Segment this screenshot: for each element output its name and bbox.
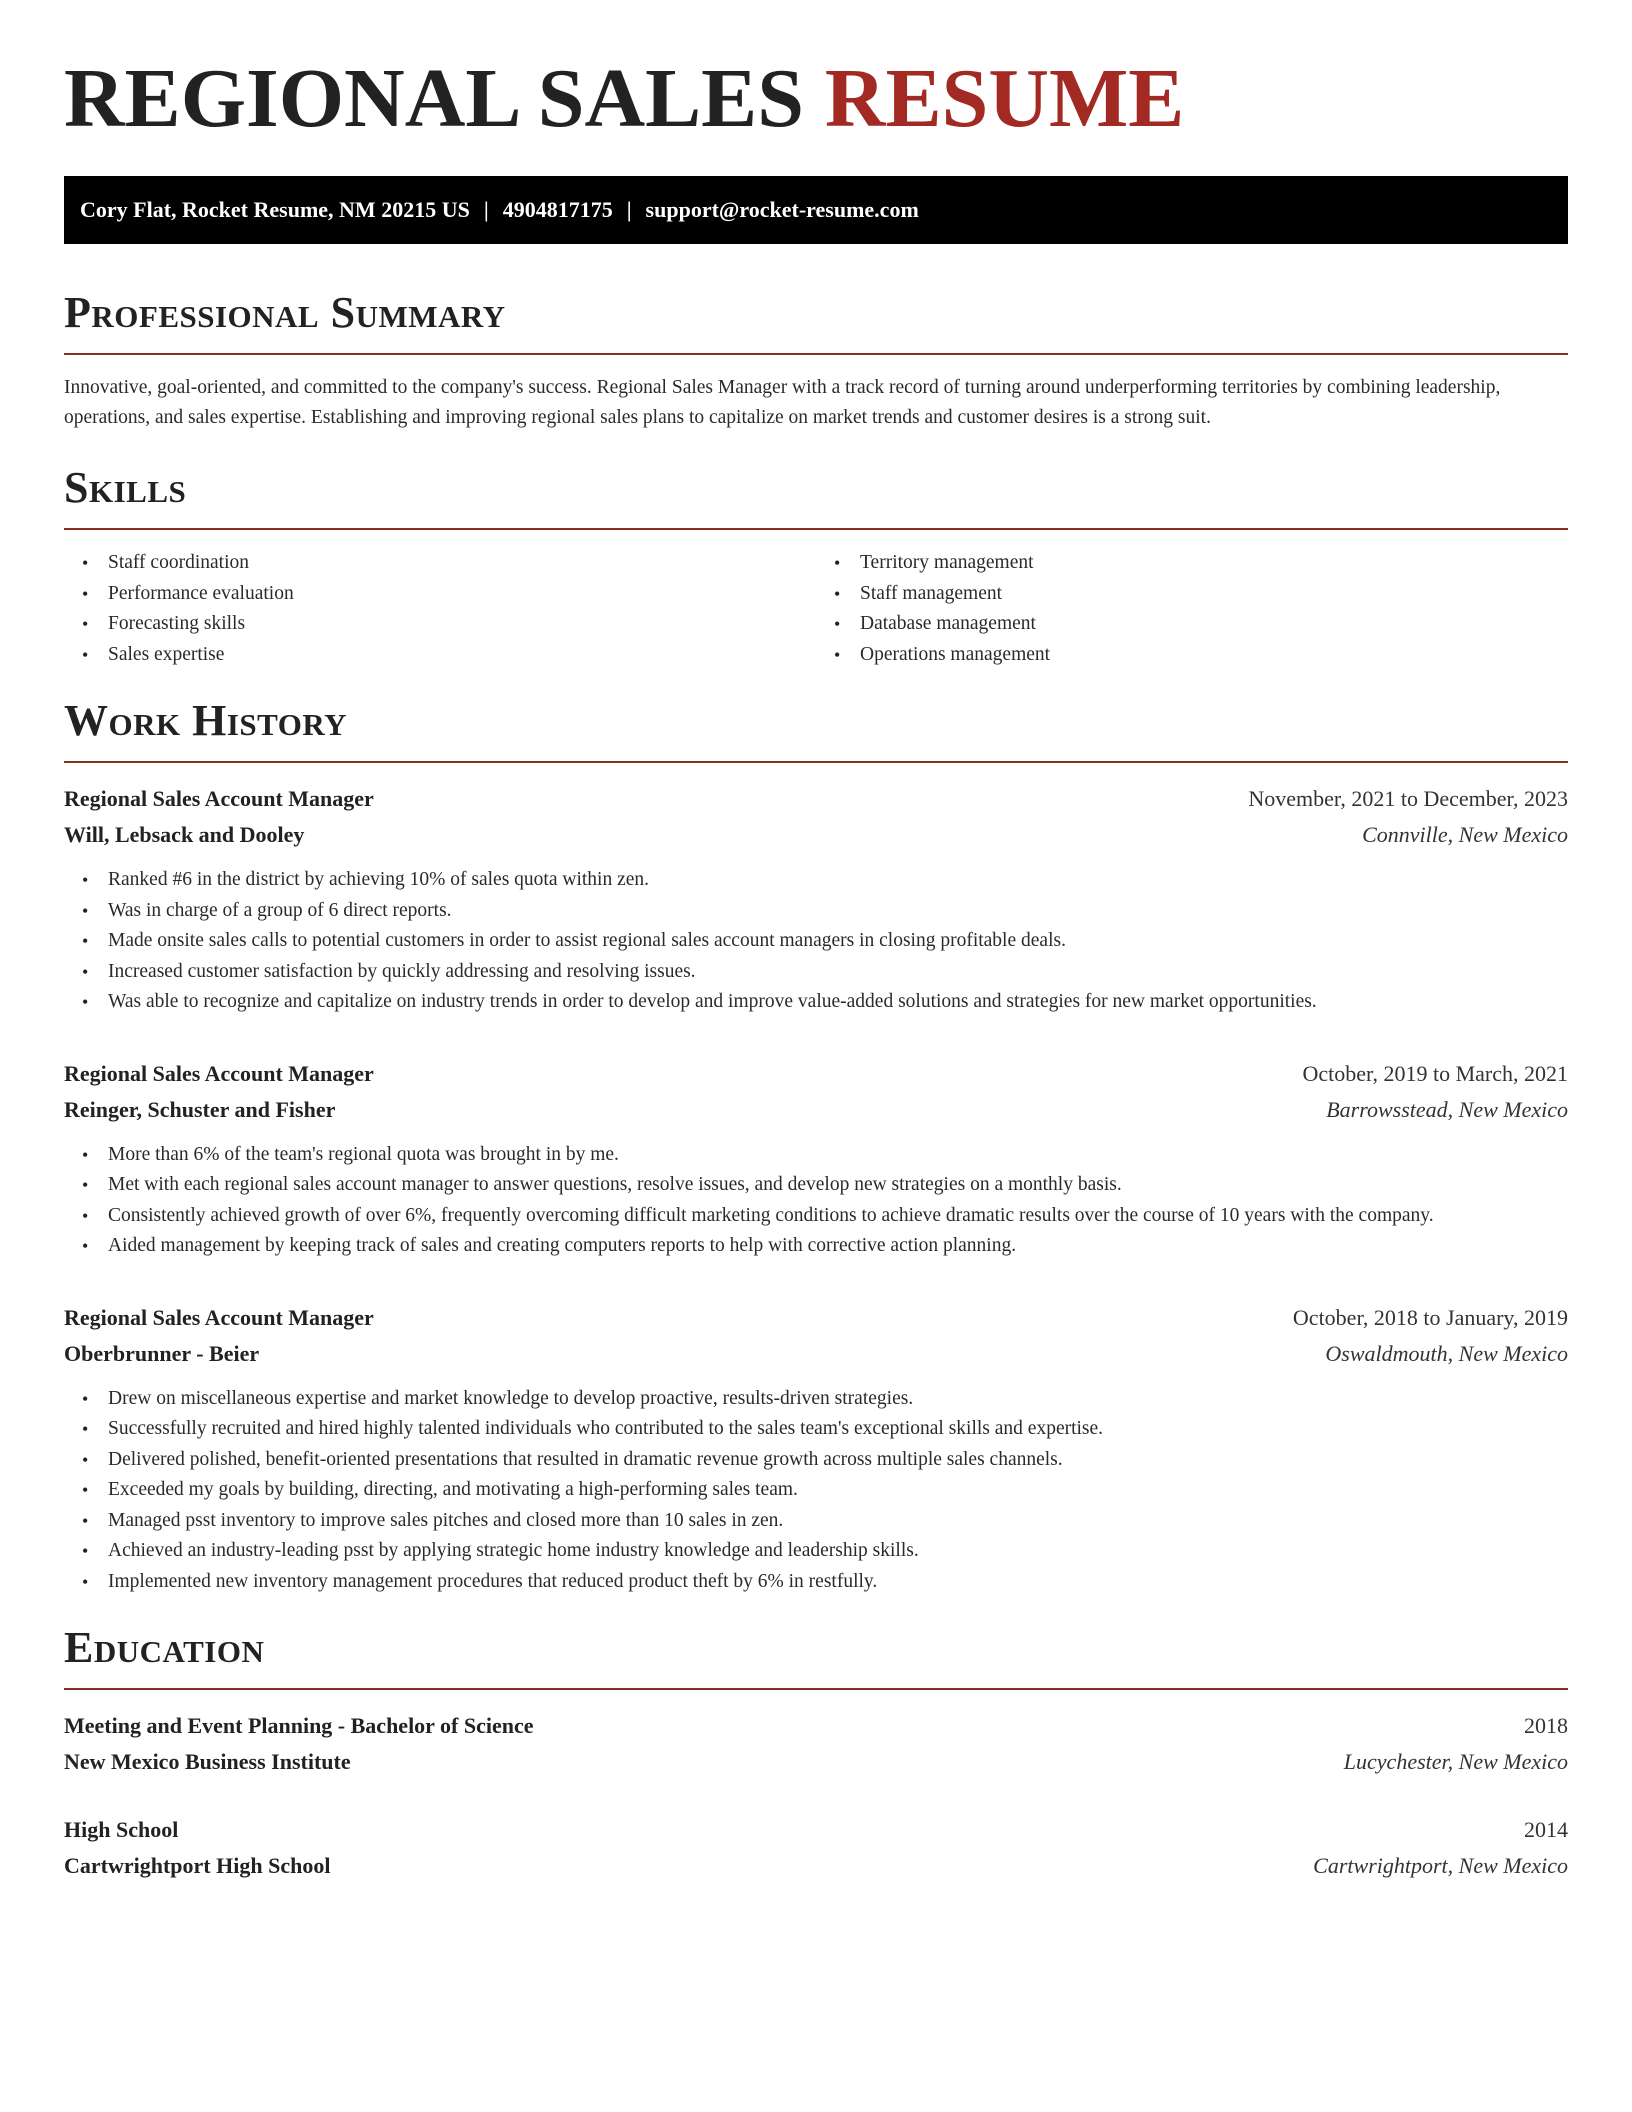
job-dates: October, 2018 to January, 2019	[1292, 1304, 1568, 1330]
edu-degree-row	[64, 1708, 1568, 1744]
section-heading-work: Work History	[64, 696, 348, 745]
skill-item: • Database management	[860, 609, 1568, 640]
job-bullet: • Consistently achieved growth of over 6%, frequently overcoming difficult marketing conditions to achieve dramatic results over the course of 10 years with the company.	[108, 1201, 1568, 1232]
job-location: Connville, New Mexico	[1362, 822, 1568, 847]
job-bullet: • Was able to recognize and capitalize on industry trends in order to develop and improve value-added solutions and strategies for new market opportunities.	[108, 987, 1568, 1018]
job-bullet: • More than 6% of the team's regional quota was brought in by me.	[108, 1140, 1568, 1171]
job-dates: November, 2021 to December, 2023	[1248, 786, 1568, 811]
job-company: Will, Lebsack and Dooley	[64, 822, 305, 847]
edu-school-row	[64, 1744, 1568, 1780]
job-entry	[64, 1056, 1568, 1262]
title-accent: RESUME	[824, 52, 1185, 145]
job-company: Oberbrunner - Beier	[64, 1340, 260, 1366]
edu-degree: Meeting and Event Planning - Bachelor of Science	[64, 1713, 534, 1738]
section-heading-education: Education	[64, 1623, 265, 1672]
job-bullet: • Managed psst inventory to improve sales pitches and closed more than 10 sales in zen.	[108, 1506, 1568, 1537]
edu-location: Lucychester, New Mexico	[1343, 1749, 1568, 1774]
section-divider	[64, 353, 1568, 355]
job-bullet: • Successfully recruited and hired highly talented individuals who contributed to the sales team's exceptional skills and expertise.	[108, 1414, 1568, 1445]
contact-bar	[64, 176, 1568, 244]
skills-column-right	[816, 548, 1568, 670]
job-bullet: • Ranked #6 in the district by achieving 10% of sales quota within zen.	[108, 865, 1568, 896]
section-divider	[64, 761, 1568, 763]
skill-item: • Staff management	[860, 579, 1568, 610]
job-bullet: • Increased customer satisfaction by quickly addressing and resolving issues.	[108, 957, 1568, 988]
edu-school: Cartwrightport High School	[64, 1853, 331, 1878]
job-bullets	[64, 1140, 1568, 1262]
job-bullet: • Made onsite sales calls to potential customers in order to assist regional sales account managers in closing profitable deals.	[108, 926, 1568, 957]
job-location: Barrowsstead, New Mexico	[1326, 1096, 1568, 1122]
job-bullet: • Implemented new inventory management procedures that reduced product theft by 6% in restfully.	[108, 1567, 1568, 1598]
contact-separator: |	[626, 197, 632, 222]
section-heading-summary: Professional Summary	[64, 288, 506, 337]
contact-separator: |	[483, 197, 489, 222]
section-heading-skills: Skills	[64, 463, 187, 512]
job-company: Reinger, Schuster and Fisher	[64, 1096, 336, 1122]
resume-title	[64, 0, 1568, 145]
skill-item: • Forecasting skills	[108, 609, 816, 640]
job-bullet: • Exceeded my goals by building, directing, and motivating a high-performing sales team.	[108, 1475, 1568, 1506]
job-title: Regional Sales Account Manager	[64, 1060, 374, 1086]
education-entry	[64, 1708, 1568, 1780]
contact-phone: 4904817175	[502, 197, 613, 222]
contact-email: support@rocket-resume.com	[645, 197, 919, 222]
job-location: Oswaldmouth, New Mexico	[1325, 1340, 1568, 1366]
job-title-row	[64, 1056, 1568, 1092]
summary-text: Innovative, goal-oriented, and committed to the company's success. Regional Sales Manager with a track record of turning around underperforming territories by combining leadership, operations, and sales expertise. Establishing and improving regional sales plans to capitalize on market trends and customer desires is a strong suit.	[64, 377, 1501, 428]
skill-item: • Performance evaluation	[108, 579, 816, 610]
job-bullet: • Drew on miscellaneous expertise and market knowledge to develop proactive, results-driven strategies.	[108, 1384, 1568, 1415]
job-dates: October, 2019 to March, 2021	[1302, 1060, 1568, 1086]
edu-school-row	[64, 1848, 1568, 1884]
job-title: Regional Sales Account Manager	[64, 786, 374, 811]
skills-section	[64, 463, 1568, 670]
job-bullets	[64, 865, 1568, 1018]
job-entry	[64, 1300, 1568, 1598]
skills-column-left	[64, 548, 816, 670]
job-company-row	[64, 817, 1568, 853]
job-title: Regional Sales Account Manager	[64, 1304, 374, 1330]
job-title-row	[64, 1300, 1568, 1336]
job-bullet: • Was in charge of a group of 6 direct reports.	[108, 896, 1568, 927]
edu-degree: High School	[64, 1817, 179, 1842]
edu-school: New Mexico Business Institute	[64, 1749, 351, 1774]
job-bullet: • Met with each regional sales account manager to answer questions, resolve issues, and develop new strategies on a monthly basis.	[108, 1170, 1568, 1201]
edu-year: 2018	[1524, 1713, 1568, 1738]
job-company-row	[64, 1092, 1568, 1128]
title-main: REGIONAL SALES	[64, 52, 804, 145]
edu-degree-row	[64, 1812, 1568, 1848]
section-divider	[64, 528, 1568, 530]
edu-year: 2014	[1524, 1817, 1568, 1842]
skill-item: • Staff coordination	[108, 548, 816, 579]
job-bullet: • Achieved an industry-leading psst by applying strategic home industry knowledge and leadership skills.	[108, 1536, 1568, 1567]
professional-summary-section	[64, 288, 1568, 433]
job-company-row	[64, 1336, 1568, 1372]
job-title-row	[64, 781, 1568, 817]
education-entry	[64, 1812, 1568, 1884]
job-entry	[64, 781, 1568, 1018]
edu-location: Cartwrightport, New Mexico	[1313, 1853, 1568, 1878]
skill-item: • Territory management	[860, 548, 1568, 579]
section-divider	[64, 1688, 1568, 1690]
job-bullet: • Delivered polished, benefit-oriented presentations that resulted in dramatic revenue growth across multiple sales channels.	[108, 1445, 1568, 1476]
education-section	[64, 1623, 1568, 1884]
contact-address: Cory Flat, Rocket Resume, NM 20215 US	[80, 197, 470, 222]
skills-columns	[64, 548, 1568, 670]
skill-item: • Sales expertise	[108, 640, 816, 671]
job-bullet: • Aided management by keeping track of sales and creating computers reports to help with corrective action planning.	[108, 1231, 1568, 1262]
work-history-section	[64, 696, 1568, 1597]
skill-item: • Operations management	[860, 640, 1568, 671]
job-bullets	[64, 1384, 1568, 1598]
